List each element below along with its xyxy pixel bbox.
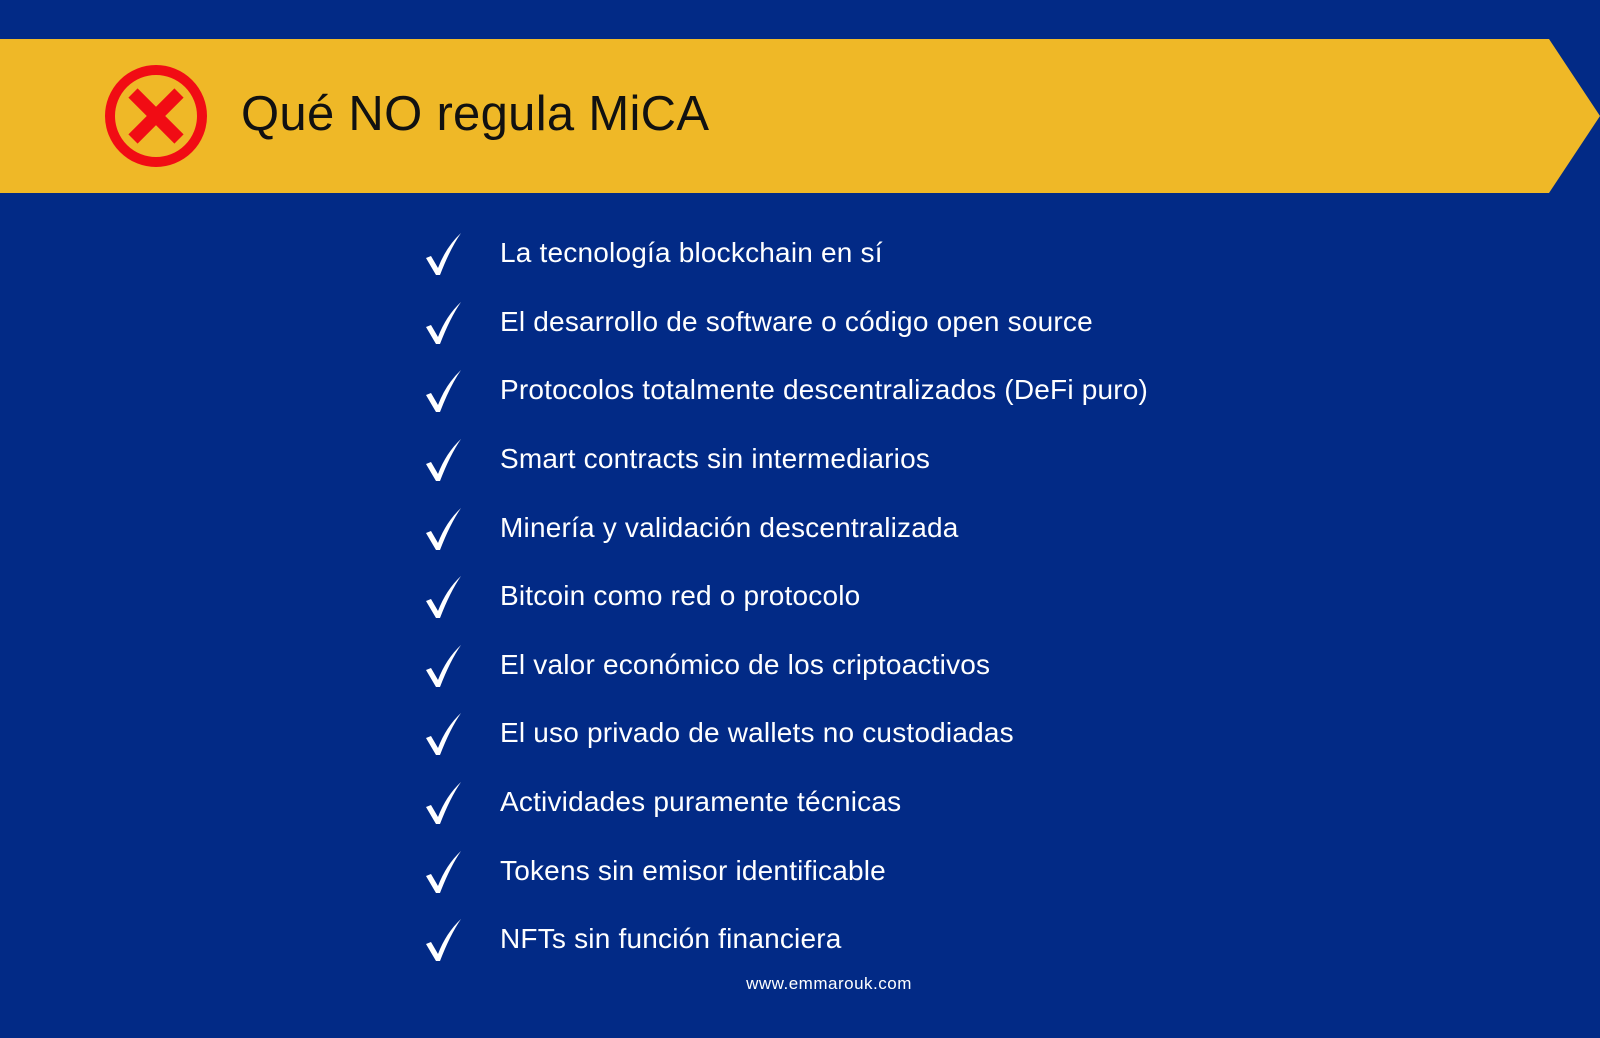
not-regulated-list [424, 219, 1148, 974]
list-item [424, 425, 1148, 494]
list-item-label: La tecnología blockchain en sí [500, 237, 883, 269]
list-item [424, 631, 1148, 700]
check-icon [424, 506, 464, 552]
list-item-label: El valor económico de los criptoactivos [500, 648, 991, 680]
check-icon [424, 437, 464, 483]
list-item [424, 356, 1148, 425]
list-item [424, 905, 1148, 974]
list-item-label: NFTs sin función financiera [500, 923, 842, 955]
check-icon [424, 231, 464, 277]
website-url: www.emmarouk.com [746, 974, 912, 993]
page-title: Qué NO regula MiCA [241, 87, 710, 141]
list-item-label: El uso privado de wallets no custodiadas [500, 717, 1014, 749]
check-icon [424, 643, 464, 689]
list-item-label: Bitcoin como red o protocolo [500, 580, 861, 612]
list-item [424, 288, 1148, 357]
list-item [424, 219, 1148, 288]
list-item-label: Smart contracts sin intermediarios [500, 443, 931, 475]
check-icon [424, 711, 464, 757]
check-icon [424, 574, 464, 620]
list-item-label: Actividades puramente técnicas [500, 786, 902, 818]
check-icon [424, 368, 464, 414]
list-item-label: Minería y validación descentralizada [500, 511, 959, 543]
list-item-label: El desarrollo de software o código open source [500, 305, 1093, 337]
list-item-label: Tokens sin emisor identificable [500, 854, 886, 886]
check-icon [424, 300, 464, 346]
check-icon [424, 849, 464, 895]
title-banner [0, 39, 1600, 193]
list-item [424, 836, 1148, 905]
x-circle-icon [103, 63, 209, 169]
list-item [424, 493, 1148, 562]
check-icon [424, 780, 464, 826]
list-item [424, 699, 1148, 768]
check-icon [424, 917, 464, 963]
list-item [424, 768, 1148, 837]
list-item [424, 562, 1148, 631]
list-item-label: Protocolos totalmente descentralizados (DeFi puro) [500, 374, 1149, 406]
banner-arrow-shape [0, 39, 1600, 193]
